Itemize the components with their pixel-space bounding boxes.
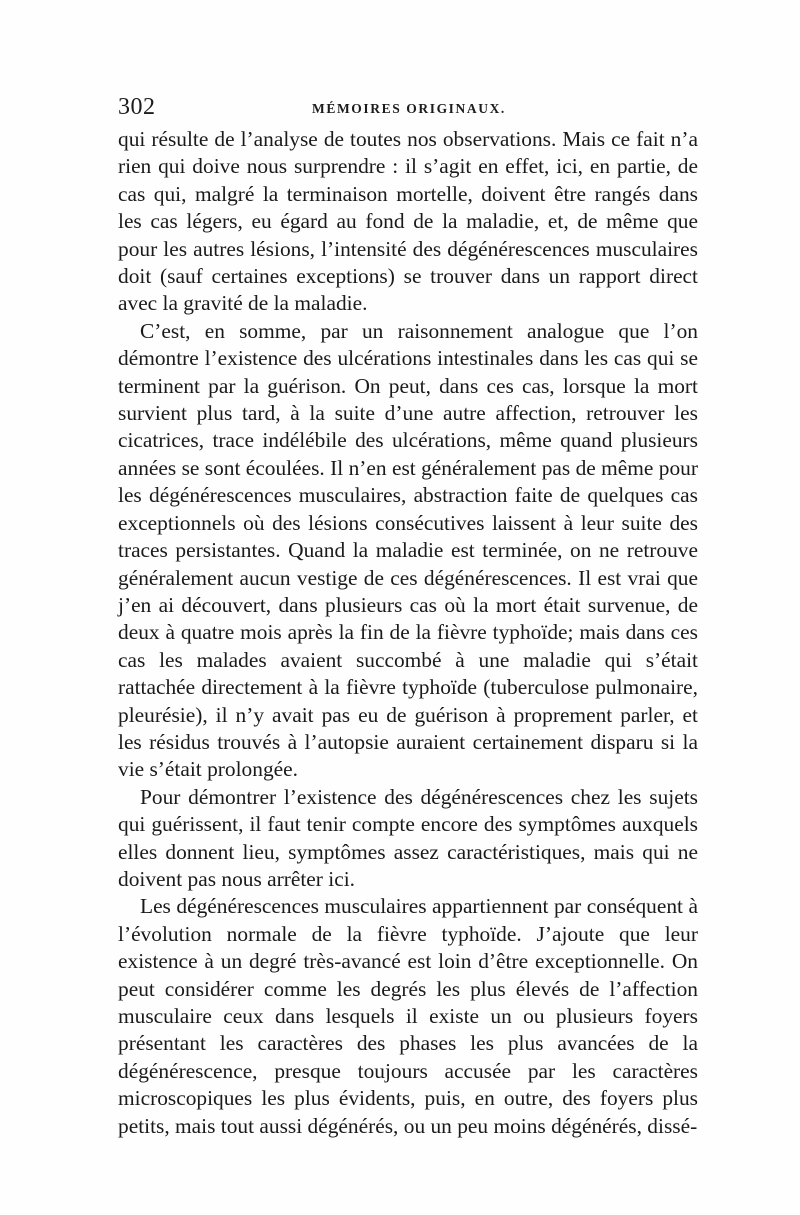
running-head	[118, 94, 698, 124]
paragraph-2: C’est, en somme, par un raisonnement analogue que l’on démontre l’existence des ulcérations intestinales dans les cas qui se terminent par la guérison. On peut, dans ces cas, lorsque la mort survient plus tard, à la suite d’une autre affection, retrouver les cicatrices, trace indélébile des ulcérations, même quand plusieurs années se sont écoulées. Il n’en est généralement pas de même pour les dégénérescences musculaires, abstraction faite de quelques cas exceptionnels où des lésions consécutives laissent à leur suite des traces persistantes. Quand la maladie est terminée, on ne retrouve généralement aucun vestige de ces dégénérescences. Il est vrai que j’en ai découvert, dans plusieurs cas où la mort était survenue, de deux à quatre mois après la fin de la fièvre typhoïde; mais dans ces cas les malades avaient succombé à une maladie qui s’était rattachée directement à la fièvre typhoïde (tuberculose pulmonaire, pleurésie), il n’y avait pas eu de guérison à proprement parler, et les résidus trouvés à l’autopsie auraient certainement disparu si la vie s’était prolongée.	[118, 318, 698, 782]
page-number: 302	[118, 94, 156, 120]
paragraph-4: Les dégénérescences musculaires appartiennent par conséquent à l’évolution normale de la fièvre typhoïde. J’ajoute que leur existence à un degré très-avancé est loin d’être exceptionnelle. On peut considérer comme les degrés les plus élevés de l’affection musculaire ceux dans lesquels il existe un ou plusieurs foyers présentant les caractères des phases les plus avancées de la dégénérescence, presque toujours accusée par les caractères microscopiques les plus évidents, puis, en outre, des foyers plus petits, mais tout aussi dégénérés, ou un peu moins dégénérés, dissé-	[118, 894, 698, 1138]
body-text	[118, 126, 698, 1140]
paragraph-3: Pour démontrer l’existence des dégénérescences chez les sujets qui guérissent, il faut tenir compte encore des symptômes auxquels elles donnent lieu, symptômes assez caractéristiques, mais qui ne doivent pas nous arrêter ici.	[118, 784, 698, 891]
paragraph-1: qui résulte de l’analyse de toutes nos observations. Mais ce fait n’a rien qui doive nous surprendre : il s’agit en effet, ici, en partie, de cas qui, malgré la terminaison mortelle, doivent être rangés dans les cas légers, eu égard au fond de la maladie, et, de même que pour les autres lésions, l’intensité des dégénérescences musculaires doit (sauf certaines exceptions) se trouver dans un rapport direct avec la gravité de la maladie.	[118, 127, 698, 316]
running-title: MÉMOIRES ORIGINAUX.	[312, 101, 506, 116]
